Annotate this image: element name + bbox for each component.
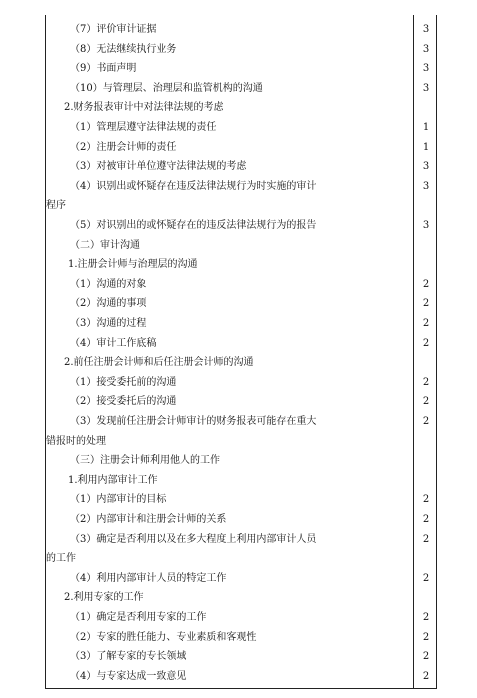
row-item-text: 2.财务报表审计中对法律法规的考虑: [64, 102, 224, 114]
row-item-text: （10）与管理层、治理层和监管机构的沟通: [70, 82, 263, 94]
row-item-text: （3）了解专家的专长领域: [70, 651, 187, 663]
row-item-text: （4）识别出或怀疑存在违反法律法规行为时实施的审计: [70, 180, 317, 192]
row-item-text: （4）利用内部审计人员的特定工作: [70, 572, 227, 584]
row-item-text: （2）注册会计师的责任: [70, 141, 177, 153]
row-item-text: （4）审计工作底稿: [70, 337, 157, 349]
row-level: 3: [422, 24, 430, 35]
row-item-text: （三）注册会计师利用他人的工作: [70, 455, 220, 467]
row-item-text-continued: 的工作: [46, 553, 76, 565]
row-level: 2: [422, 533, 430, 545]
row-item-text: （1）内部审计的目标: [70, 494, 167, 506]
row-level: 3: [422, 63, 430, 75]
row-item-text: 2.利用专家的工作: [64, 592, 144, 604]
row-item-text: 2.前任注册会计师和后任注册会计师的沟通: [64, 357, 254, 369]
row-item-text: （1）接受委托前的沟通: [70, 376, 177, 388]
row-item-text: （2）内部审计和注册会计师的关系: [70, 514, 227, 525]
row-level: 2: [422, 631, 430, 643]
row-level: 3: [422, 161, 430, 173]
row-item-text: （3）对被审计单位遵守法律法规的考虑: [70, 161, 247, 173]
row-item-text: （1）沟通的对象: [70, 278, 147, 290]
row-item-text: （4）与专家达成一致意见: [70, 670, 187, 682]
row-item-text: （二）审计沟通: [70, 239, 140, 251]
row-level: 1: [422, 141, 430, 153]
row-item-text-continued: 程序: [46, 200, 66, 212]
row-item-text: 1.注册会计师与治理层的沟通: [68, 259, 198, 271]
row-level: 2: [422, 318, 430, 329]
row-level: 2: [422, 670, 430, 682]
row-level: 3: [422, 82, 430, 94]
row-item-text: （7）评价审计证据: [70, 24, 157, 35]
row-item-text: （3）发现前任注册会计师审计的财务报表可能存在重大: [70, 416, 317, 427]
row-level: 2: [422, 396, 430, 408]
row-level: 2: [422, 612, 430, 623]
row-level: 2: [422, 572, 430, 584]
row-level: 3: [422, 220, 430, 231]
row-item-text: （3）确定是否利用以及在多大程度上利用内部审计人员: [70, 533, 317, 545]
row-item-text: （2）沟通的事项: [70, 298, 147, 310]
row-item-text: （2）接受委托后的沟通: [70, 396, 177, 408]
row-level: 2: [422, 494, 430, 506]
row-item-text: （5）对识别出的或怀疑存在的违反法律法规行为的报告: [70, 220, 317, 231]
row-level: 2: [422, 416, 430, 427]
row-item-text: （8）无法继续执行业务: [70, 43, 177, 55]
row-level: 2: [422, 651, 430, 663]
row-level: 3: [422, 180, 430, 192]
row-level: 2: [422, 376, 430, 388]
row-item-text: （1）确定是否利用专家的工作: [70, 612, 207, 623]
row-level: 2: [422, 514, 430, 525]
row-item-text: 1.利用内部审计工作: [68, 474, 158, 486]
syllabus-table: [45, 15, 437, 689]
row-level: 2: [422, 337, 430, 349]
row-level: 2: [422, 278, 430, 290]
row-item-text: （9）书面声明: [70, 63, 137, 75]
row-level: 1: [422, 122, 430, 133]
row-item-text: （3）沟通的过程: [70, 318, 147, 329]
row-level: 3: [422, 43, 430, 55]
row-level: 2: [422, 298, 430, 310]
row-item-text: （1）管理层遵守法律法规的责任: [70, 122, 217, 133]
row-item-text-continued: 错报时的处理: [46, 435, 106, 447]
row-item-text: （2）专家的胜任能力、专业素质和客观性: [70, 631, 257, 643]
